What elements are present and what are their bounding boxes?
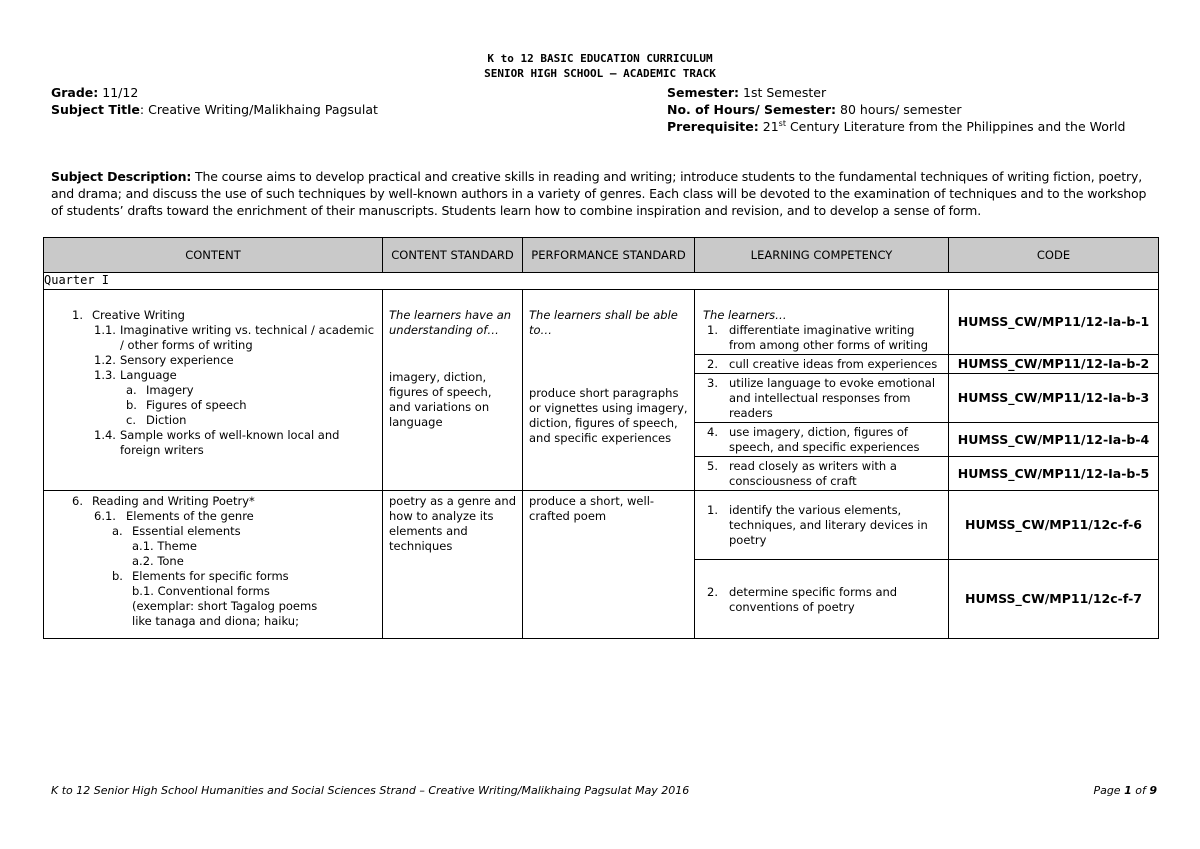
quarter-row xyxy=(44,273,1159,290)
header-code: CODE xyxy=(949,238,1159,273)
content-cell: 6. Reading and Writing Poetry* 6.1. Elements of the genre a. Essential elements a.1. Theme a.2. Tone b. Elements for specific forms b.1. Conventional forms (exemplar: short Tagalog poems like tanaga and diona; haiku; xyxy=(44,491,383,639)
header-performance-standard: PERFORMANCE STANDARD xyxy=(523,238,695,273)
competency-code: HUMSS_CW/MP11/12c-f-7 xyxy=(949,560,1159,639)
performance-standard-cell xyxy=(523,491,695,639)
competency-code: HUMSS_CW/MP11/12-Ia-b-3 xyxy=(949,374,1159,423)
performance-standard-text: produce short paragraphs or vignettes using imagery, diction, figures of speech, and specific experiences xyxy=(529,386,688,445)
table-row xyxy=(44,491,1159,560)
competency-cell: The learners… 1. differentiate imaginative writing from among other forms of writing xyxy=(695,290,949,355)
competency-cell: 5. read closely as writers with a consciousness of craft xyxy=(695,457,949,491)
performance-standard-cell xyxy=(523,290,695,491)
hours-line xyxy=(667,101,1125,118)
grade-value: 11/12 xyxy=(102,85,139,100)
competency-cell: 2. determine specific forms and conventions of poetry xyxy=(695,560,949,639)
header-content-standard: CONTENT STANDARD xyxy=(383,238,523,273)
competency-text: cull creative ideas from experiences xyxy=(729,357,938,371)
description-text: The course aims to develop practical and creative skills in reading and writing; introduce students to the fundamental techniques of writing fiction, poetry, and drama; and discuss the use of such techniques by well-known authors in a variety of genres. Each class will be devoted to the examination of techniques and to the workshop of students’ drafts toward the enrichment of their manuscripts. Students learn how to combine inspiration and revision, and to develop a sense of form. xyxy=(51,169,1147,218)
table-header-row xyxy=(44,238,1159,273)
grade-line xyxy=(51,84,378,101)
content-standard-intro: The learners have an understanding of… xyxy=(389,308,512,337)
competency-text: use imagery, diction, figures of speech, and specific experiences xyxy=(729,425,920,454)
performance-standard-text: produce a short, well-crafted poem xyxy=(529,494,655,523)
competency-code: HUMSS_CW/MP11/12-Ia-b-2 xyxy=(949,355,1159,374)
content-standard-cell xyxy=(383,491,523,639)
table-row xyxy=(44,290,1159,355)
competency-code: HUMSS_CW/MP11/12c-f-6 xyxy=(949,491,1159,560)
competency-cell: 1. identify the various elements, techniques, and literary devices in poetry xyxy=(695,491,949,560)
content-standard-cell xyxy=(383,290,523,491)
header-learning-competency: LEARNING COMPETENCY xyxy=(695,238,949,273)
competency-code: HUMSS_CW/MP11/12-Ia-b-4 xyxy=(949,423,1159,457)
competency-code: HUMSS_CW/MP11/12-Ia-b-1 xyxy=(949,290,1159,355)
semester-value: 1st Semester xyxy=(743,85,827,100)
curriculum-table xyxy=(43,237,1159,639)
competency-code: HUMSS_CW/MP11/12-Ia-b-5 xyxy=(949,457,1159,491)
grade-label: Grade: xyxy=(51,85,99,100)
page-number: Page 1 of 9 xyxy=(1093,784,1157,797)
prereq-sup: st xyxy=(778,118,786,128)
prereq-pre: 21 xyxy=(762,119,779,134)
prereq-post: Century Literature from the Philippines and the World xyxy=(785,119,1126,134)
competency-cell: 2. cull creative ideas from experiences xyxy=(695,355,949,374)
performance-standard-intro: The learners shall be able to… xyxy=(529,308,678,337)
competency-intro: The learners… xyxy=(703,308,787,322)
quarter-label: Quarter I xyxy=(44,273,1159,290)
curriculum-title: K to 12 BASIC EDUCATION CURRICULUM xyxy=(487,52,713,65)
meta-left xyxy=(51,84,378,118)
semester-label: Semester: xyxy=(667,85,740,100)
topic-creative-writing: Creative Writing xyxy=(92,308,185,322)
header-content: CONTENT xyxy=(44,238,383,273)
competency-text: utilize language to evoke emotional and intellectual responses from readers xyxy=(729,376,936,420)
prereq-label: Prerequisite: xyxy=(667,119,759,134)
subject-line xyxy=(51,101,378,118)
description-label: Subject Description: xyxy=(51,169,192,184)
competency-text: identify the various elements, techniques, and literary devices in poetry xyxy=(729,503,928,547)
subject-label: Subject Title xyxy=(51,102,140,117)
hours-value: 80 hours/ semester xyxy=(840,102,962,117)
competency-cell: 3. utilize language to evoke emotional and intellectual responses from readers xyxy=(695,374,949,423)
track-title: SENIOR HIGH SCHOOL – ACADEMIC TRACK xyxy=(484,67,716,80)
content-cell: 1. Creative Writing 1.1. Imaginative writing vs. technical / academic / other forms of writing 1.2. Sensory experience 1.3. Language a. Imagery b. Figures of speech c. Diction 1.4. Sample works of well-known local and foreign writers xyxy=(44,290,383,491)
competency-text: differentiate imaginative writing from among other forms of writing xyxy=(729,323,929,352)
prereq-line xyxy=(667,118,1125,135)
competency-cell: 4. use imagery, diction, figures of speech, and specific experiences xyxy=(695,423,949,457)
hours-label: No. of Hours/ Semester: xyxy=(667,102,837,117)
meta-right xyxy=(667,84,1125,135)
footer-title: K to 12 Senior High School Humanities and Social Sciences Strand – Creative Writing/Malikhaing Pagsulat May 2016 xyxy=(51,784,690,797)
competency-text: determine specific forms and conventions of poetry xyxy=(729,584,898,614)
topic-poetry: Reading and Writing Poetry* xyxy=(92,494,255,508)
content-standard-text: imagery, diction, figures of speech, and variations on language xyxy=(389,370,492,429)
subject-value: : Creative Writing/Malikhaing Pagsulat xyxy=(139,102,378,117)
content-standard-text: poetry as a genre and how to analyze its elements and techniques xyxy=(389,494,517,553)
competency-text: read closely as writers with a consciousness of craft xyxy=(729,459,897,488)
subject-description xyxy=(51,168,1161,219)
semester-line xyxy=(667,84,1125,101)
